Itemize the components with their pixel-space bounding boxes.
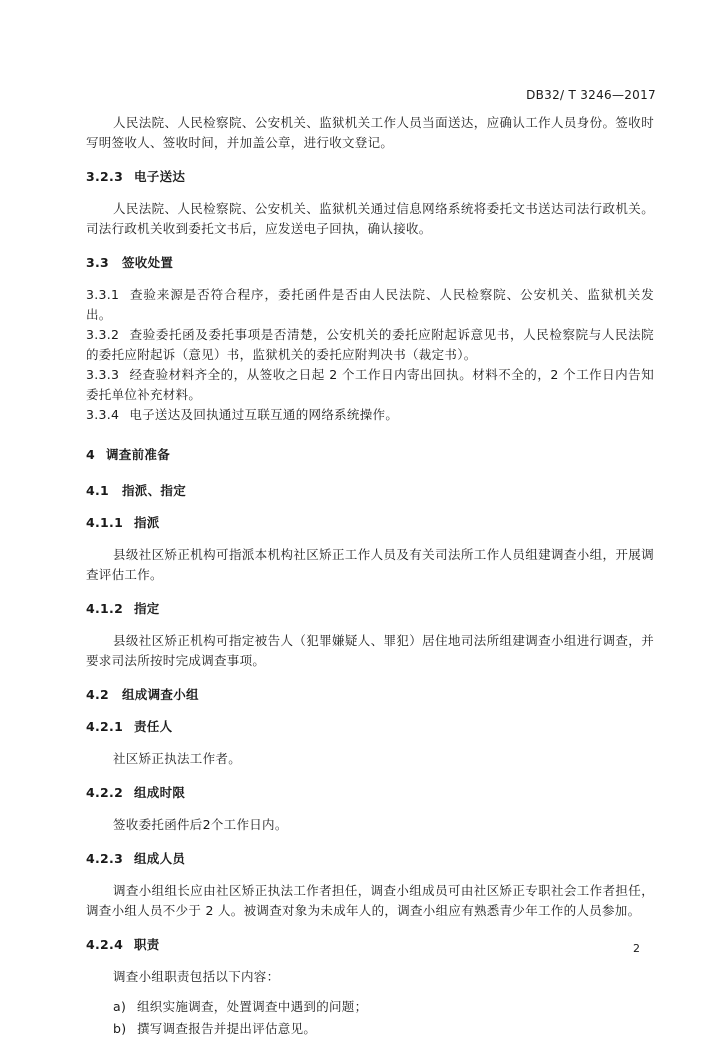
list-item: [113, 997, 654, 1017]
clause-number: 3.3.1: [86, 287, 120, 302]
section-number: 4.1.1: [86, 515, 124, 530]
section-number: 4.2.4: [86, 937, 124, 952]
section-number: 4.2.2: [86, 785, 124, 800]
section-heading-3-2-3: [86, 167, 654, 187]
document-code: DB32/ T 3246—2017: [526, 88, 656, 102]
page-body: [86, 113, 654, 1041]
section-heading-4-2-1: [86, 717, 654, 737]
section-number: 4.1.2: [86, 601, 124, 616]
section-title: 指派、指定: [122, 483, 187, 498]
list-marker: b): [113, 1021, 127, 1036]
clause-item: [86, 325, 654, 365]
clause-text: 电子送达及回执通过互联互通的网络系统操作。: [129, 407, 399, 422]
paragraph: 调查小组职责包括以下内容：: [113, 969, 280, 984]
paragraph: 人民法院、人民检察院、公安机关、监狱机关工作人员当面送达，应确认工作人员身份。签收时写明签收人、签收时间，并加盖公章，进行收文登记。: [86, 115, 654, 150]
section-heading-4-1-2: [86, 599, 654, 619]
list-item: [113, 1019, 654, 1039]
section-heading-4-1: [86, 481, 654, 501]
section-title: 组成调查小组: [122, 687, 199, 702]
clause-number: 3.3.3: [86, 367, 120, 382]
clause-text: 查验委托函及委托事项是否清楚，公安机关的委托应附起诉意见书，人民检察院与人民法院的委托应附起诉（意见）书，监狱机关的委托应附判决书（裁定书）。: [86, 327, 654, 362]
section-title: 职责: [134, 937, 160, 952]
clause-item: [86, 365, 654, 405]
clause-list-3-3: [86, 285, 654, 425]
section-heading-4-1-1: [86, 513, 654, 533]
clause-number: 3.3.2: [86, 327, 120, 342]
duties-list: [86, 997, 654, 1039]
section-number: 4.2.1: [86, 719, 124, 734]
section-heading-3-3: [86, 253, 654, 273]
paragraph: 社区矫正执法工作者。: [113, 751, 242, 766]
list-marker: a): [113, 999, 127, 1014]
paragraph: 签收委托函件后2个工作日内。: [113, 817, 288, 832]
section-number: 4.2.3: [86, 851, 124, 866]
clause-item: [86, 285, 654, 325]
clause-text: 查验来源是否符合程序，委托函件是否由人民法院、人民检察院、公安机关、监狱机关发出。: [86, 287, 654, 322]
section-title: 电子送达: [134, 169, 186, 184]
chapter-title: 调查前准备: [106, 447, 171, 462]
section-heading-4-2-4: [86, 935, 654, 955]
section-heading-4-2-2: [86, 783, 654, 803]
section-heading-4-2: [86, 685, 654, 705]
section-title: 组成人员: [134, 851, 186, 866]
section-number: 3.2.3: [86, 169, 124, 184]
paragraph: 县级社区矫正机构可指派本机构社区矫正工作人员及有关司法所工作人员组建调查小组，开展调查评估工作。: [86, 547, 654, 582]
chapter-heading-4: [86, 445, 654, 465]
clause-number: 3.3.4: [86, 407, 120, 422]
paragraph: 人民法院、人民检察院、公安机关、监狱机关通过信息网络系统将委托文书送达司法行政机关。司法行政机关收到委托文书后，应发送电子回执，确认接收。: [86, 201, 654, 236]
section-number: 4.1: [86, 483, 110, 498]
paragraph: 县级社区矫正机构可指定被告人（犯罪嫌疑人、罪犯）居住地司法所组建调查小组进行调查，并要求司法所按时完成调查事项。: [86, 633, 654, 668]
section-title: 指定: [134, 601, 160, 616]
page-number: 2: [633, 942, 640, 955]
list-text: 撰写调查报告并提出评估意见。: [137, 1021, 317, 1036]
section-title: 指派: [134, 515, 160, 530]
section-title: 责任人: [134, 719, 173, 734]
clause-item: [86, 405, 654, 425]
section-number: 3.3: [86, 255, 110, 270]
section-number: 4.2: [86, 687, 110, 702]
section-title: 签收处置: [122, 255, 174, 270]
clause-text: 经查验材料齐全的，从签收之日起 2 个工作日内寄出回执。材料不全的，2 个工作日内告知委托单位补充材料。: [86, 367, 654, 402]
chapter-number: 4: [86, 447, 95, 462]
paragraph: 调查小组组长应由社区矫正执法工作者担任，调查小组成员可由社区矫正专职社会工作者担任，调查小组人员不少于 2 人。被调查对象为未成年人的，调查小组应有熟悉青少年工作的人员参加。: [86, 883, 654, 918]
section-title: 组成时限: [134, 785, 186, 800]
section-heading-4-2-3: [86, 849, 654, 869]
list-text: 组织实施调查，处置调查中遇到的问题；: [137, 999, 368, 1014]
